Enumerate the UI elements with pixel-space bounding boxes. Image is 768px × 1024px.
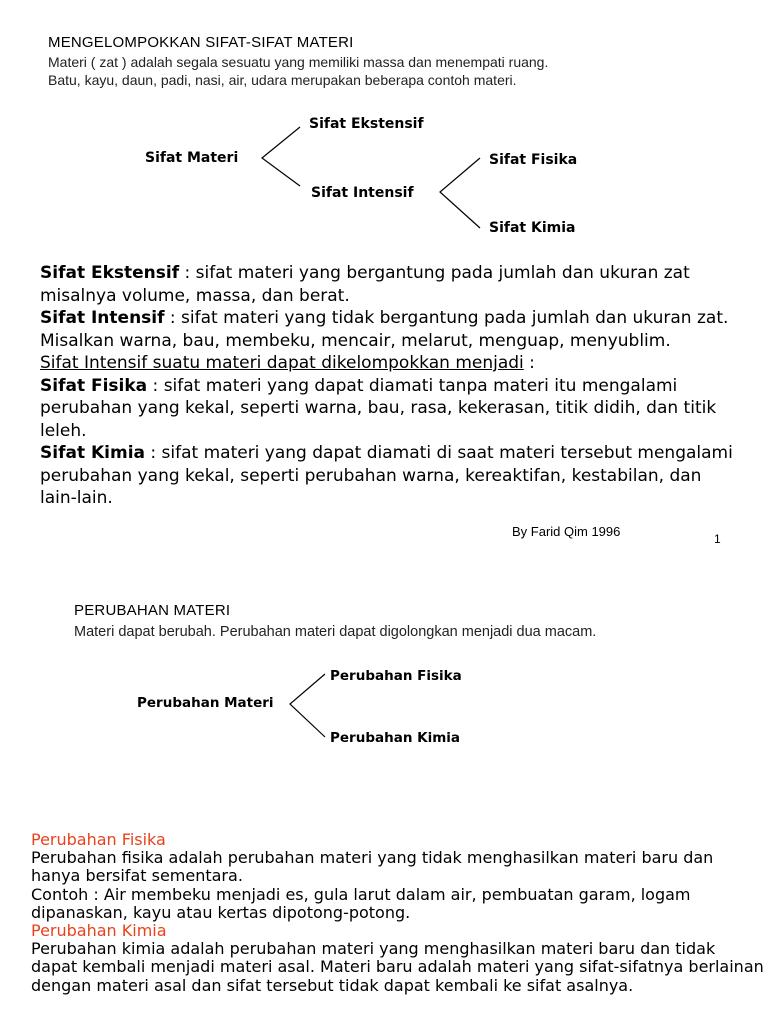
diagram-root-sifat-materi: Sifat Materi bbox=[145, 150, 239, 166]
branch-sifat-materi bbox=[262, 127, 300, 186]
definition-fisika bbox=[40, 375, 740, 443]
heading-perubahan-kimia: Perubahan Kimia bbox=[31, 921, 167, 941]
diagram-root-perubahan-materi: Perubahan Materi bbox=[137, 695, 274, 711]
text-fisika: : sifat materi yang dapat diamati tanpa materi itu mengalami perubahan yang kekal, seperti warna, bau, rasa, kekerasan, titik didih, dan titik leleh. bbox=[40, 375, 717, 441]
intro-line-2: Batu, kayu, daun, padi, nasi, air, udara merupakan beberapa contoh materi. bbox=[48, 72, 517, 88]
page-title: MENGELOMPOKKAN SIFAT-SIFAT MATERI bbox=[48, 34, 354, 51]
diagram-node-perubahan-fisika: Perubahan Fisika bbox=[330, 668, 462, 684]
grouping-suffix: : bbox=[523, 353, 535, 373]
diagram-node-perubahan-kimia: Perubahan Kimia bbox=[330, 730, 461, 746]
heading-perubahan-fisika: Perubahan Fisika bbox=[31, 830, 166, 849]
perubahan-intro: Materi dapat berubah. Perubahan materi dapat digolongkan menjadi dua macam. bbox=[74, 624, 597, 640]
term-intensif: Sifat Intensif bbox=[40, 308, 165, 328]
term-fisika: Sifat Fisika bbox=[40, 375, 148, 396]
intro-line-1: Materi ( zat ) adalah segala sesuatu yang memiliki massa dan menempati ruang. bbox=[48, 54, 549, 70]
text-kimia: : sifat materi yang dapat diamati di saat materi tersebut mengalami perubahan yang kekal, seperti perubahan warna, kereaktifan, kestabilan, dan lain-lain. bbox=[40, 443, 733, 508]
diagram-node-sifat-fisika: Sifat Fisika bbox=[489, 152, 578, 168]
text-perubahan-kimia: Perubahan kimia adalah perubahan materi yang menghasilkan materi baru dan tidak dapat kembali menjadi materi asal. Materi baru adalah materi yang sifat-sifatnya berlainan dengan materi asal dan sifat tersebut tidak dapat kembali ke sifat asalnya. bbox=[31, 939, 764, 995]
perubahan-body bbox=[31, 831, 766, 995]
term-kimia: Sifat Kimia bbox=[40, 443, 145, 463]
diagram-node-sifat-ekstensif: Sifat Ekstensif bbox=[309, 116, 424, 132]
text-intensif: : sifat materi yang tidak bergantung pada jumlah dan ukuran zat. Misalkan warna, bau, membeku, mencair, melarut, menguap, menyublim. bbox=[40, 308, 729, 351]
branch-perubahan-materi bbox=[290, 674, 325, 737]
branch-sifat-intensif bbox=[440, 158, 480, 228]
text-ekstensif: : sifat materi yang bergantung pada jumlah dan ukuran zat misalnya volume, massa, dan berat. bbox=[40, 263, 690, 306]
section-title-perubahan-materi: PERUBAHAN MATERI bbox=[74, 602, 231, 619]
definitions-block bbox=[40, 262, 740, 510]
author-credit: By Farid Qim 1996 bbox=[512, 524, 621, 539]
definition-ekstensif bbox=[40, 262, 740, 307]
example-perubahan-fisika: Contoh : Air membeku menjadi es, gula larut dalam air, pembuatan garam, logam dipanaskan, kayu atau kertas dipotong-potong. bbox=[31, 884, 691, 922]
intro-paragraph bbox=[48, 53, 548, 89]
text-perubahan-fisika: Perubahan fisika adalah perubahan materi yang tidak menghasilkan materi baru dan hanya bersifat sementara. bbox=[31, 848, 714, 886]
term-ekstensif: Sifat Ekstensif bbox=[40, 263, 180, 283]
page-number: 1 bbox=[714, 532, 721, 546]
definition-kimia bbox=[40, 442, 740, 510]
diagram-node-sifat-intensif: Sifat Intensif bbox=[311, 185, 414, 201]
grouping-underlined: Sifat Intensif suatu materi dapat dikelompokkan menjadi bbox=[40, 353, 524, 373]
grouping-line bbox=[40, 352, 740, 375]
definition-intensif bbox=[40, 307, 740, 352]
diagram-node-sifat-kimia: Sifat Kimia bbox=[489, 220, 576, 236]
